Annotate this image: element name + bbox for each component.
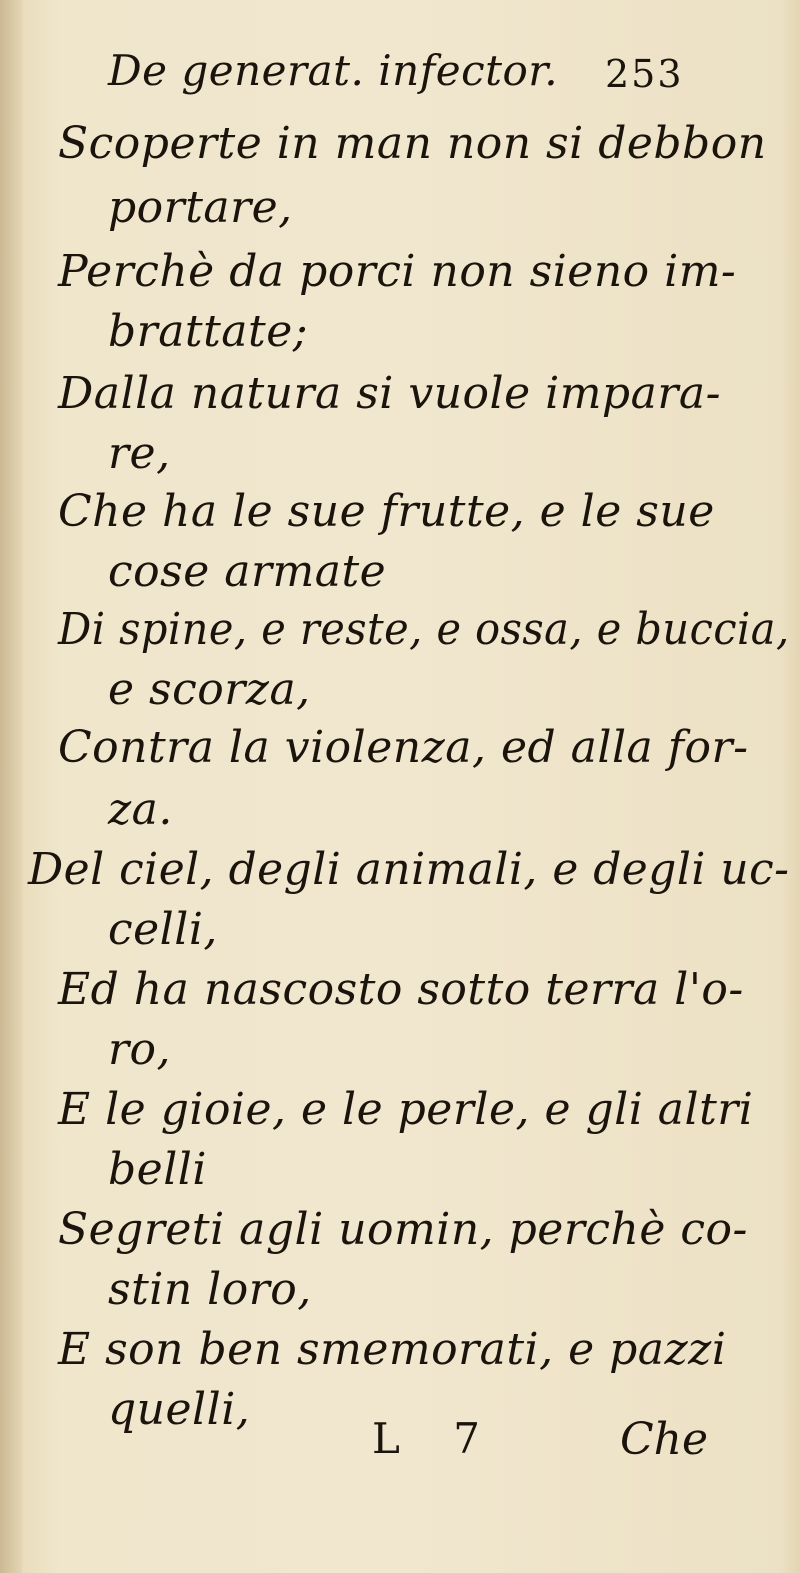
running-title: De generat. infector. bbox=[108, 46, 559, 95]
page-footer bbox=[0, 1410, 800, 1480]
verse-line: Scoperte in man non si debbon bbox=[58, 118, 767, 169]
verse-line: stin loro, bbox=[108, 1264, 312, 1315]
verse-line: Segreti agli uomin, perchè co- bbox=[58, 1204, 748, 1255]
verse-line: Dalla natura si vuole impara- bbox=[58, 368, 721, 419]
page-header bbox=[0, 38, 800, 108]
page-gutter bbox=[0, 0, 22, 1573]
signature-mark: L 7 bbox=[372, 1414, 500, 1463]
verse-line: portare, bbox=[108, 182, 293, 233]
verse-line: ro, bbox=[108, 1024, 172, 1075]
verse-line: E le gioie, e le perle, e gli altri bbox=[58, 1084, 754, 1135]
verse-line: Del ciel, degli animali, e degli uc- bbox=[28, 844, 790, 895]
verse-line: celli, bbox=[108, 904, 218, 955]
verse-line: belli bbox=[108, 1144, 207, 1195]
catchword: Che bbox=[620, 1414, 709, 1465]
verse-line: Perchè da porci non sieno im- bbox=[58, 246, 737, 297]
verse-line: Di spine, e reste, e ossa, e buccia, bbox=[58, 604, 790, 655]
verse-line: za. bbox=[108, 784, 173, 835]
verse-line: cose armate bbox=[108, 546, 387, 597]
page-number: 253 bbox=[605, 52, 684, 96]
verse-line: Contra la violenza, ed alla for- bbox=[58, 722, 749, 773]
verse-line: quelli, bbox=[108, 1384, 251, 1435]
verse-line: Ed ha nascosto sotto terra l'o- bbox=[58, 964, 744, 1015]
verse-line: brattate; bbox=[108, 306, 309, 357]
verse-line: Che ha le sue frutte, e le sue bbox=[58, 486, 715, 537]
verse-line: re, bbox=[108, 428, 171, 479]
verse-line: e scorza, bbox=[108, 664, 311, 715]
verse-line: E son ben smemorati, e pazzi bbox=[58, 1324, 727, 1375]
